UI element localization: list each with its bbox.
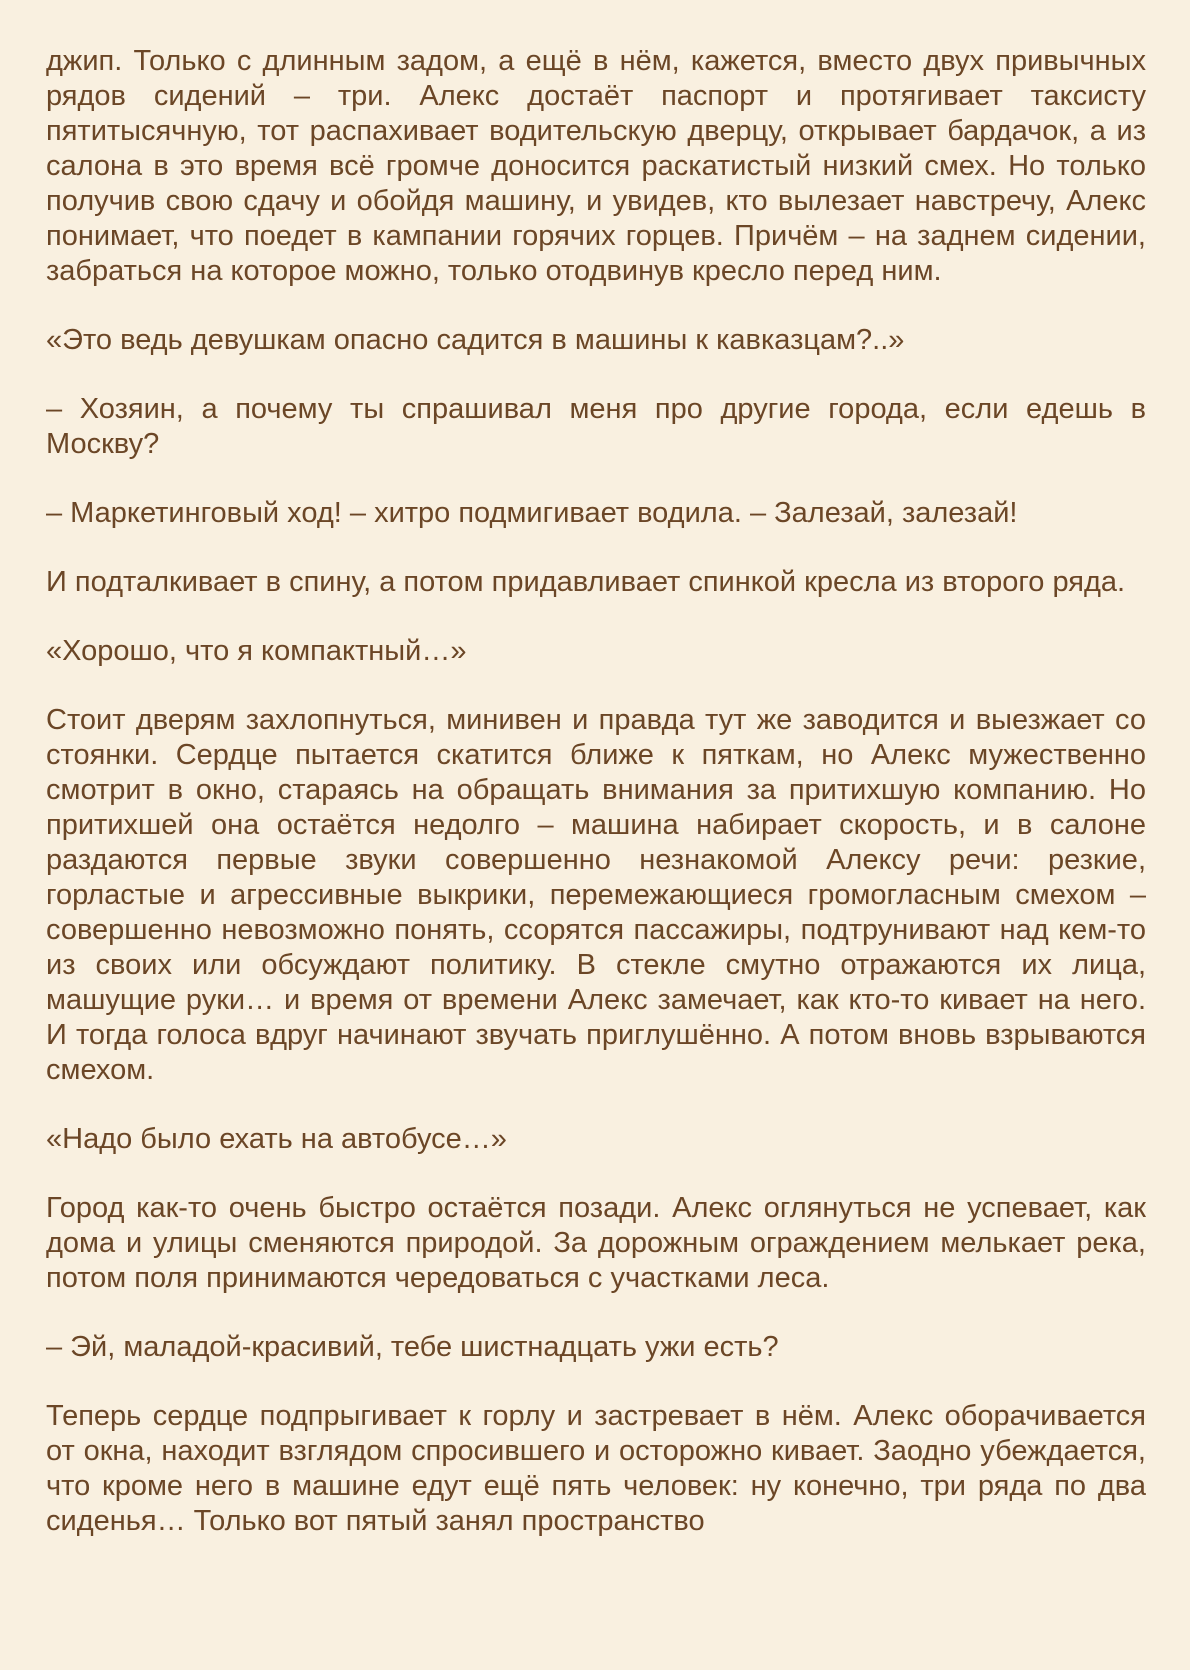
paragraph-1: джип. Только с длинным задом, а ещё в нём, кажется, вместо двух привычных рядов сидений – три. Алекс достаёт паспорт и протягивает таксисту пятитысячную, тот распахивает водительскую дверцу, открывает бардачок, а из салона в это время всё громче доносится раскатистый низкий смех. Но только получив свою сдачу и обойдя машину, и увидев, кто вылезает навстречу, Алекс понимает, что поедет в кампании горячих горцев. Причём – на заднем сидении, забраться на которое можно, только отодвинув кресло перед ним. bbox=[46, 45, 1146, 287]
paragraph-6: «Хорошо, что я компактный…» bbox=[46, 635, 467, 667]
paragraph-4: – Маркетинговый ход! – хитро подмигивает водила. – Залезай, залезай! bbox=[46, 497, 1018, 529]
paragraph-10: – Эй, маладой-красивий, тебе шистнадцать ужи есть? bbox=[46, 1331, 779, 1363]
paragraph-7: Стоит дверям захлопнуться, минивен и правда тут же заводится и выезжает со стоянки. Сердце пытается скатится ближе к пяткам, но Алекс мужественно смотрит в окно, стараясь на обращать внимания за притихшую компанию. Но притихшей она остаётся недолго – машина набирает скорость, и в салоне раздаются первые звуки совершенно незнакомой Алексу речи: резкие, горластые и агрессивные выкрики, перемежающиеся громогласным смехом – совершенно невозможно понять, ссорятся пассажиры, подтрунивают над кем-то из своих или обсуждают политику. В стекле смутно отражаются их лица, машущие руки… и время от времени Алекс замечает, как кто-то кивает на него. И тогда голоса вдруг начинают звучать приглушённо. А потом вновь взрываются смехом. bbox=[46, 704, 1146, 1086]
paragraph-9: Город как-то очень быстро остаётся позади. Алекс оглянуться не успевает, как дома и улицы сменяются природой. За дорожным ограждением мелькает река, потом поля принимаются чередоваться с участками леса. bbox=[46, 1192, 1146, 1294]
paragraph-8: «Надо было ехать на автобусе…» bbox=[46, 1123, 507, 1155]
paragraph-5: И подталкивает в спину, а потом придавливает спинкой кресла из второго ряда. bbox=[46, 566, 1126, 598]
paragraph-3: – Хозяин, а почему ты спрашивал меня про другие города, если едешь в Москву? bbox=[46, 393, 1146, 460]
paragraph-2: «Это ведь девушкам опасно садится в машины к кавказцам?..» bbox=[46, 324, 905, 356]
paragraph-11: Теперь сердце подпрыгивает к горлу и застревает в нём. Алекс оборачивается от окна, находит взглядом спросившего и осторожно кивает. Заодно убеждается, что кроме него в машине едут ещё пять человек: ну конечно, три ряда по два сиденья… Только вот пятый занял пространство bbox=[46, 1400, 1146, 1537]
